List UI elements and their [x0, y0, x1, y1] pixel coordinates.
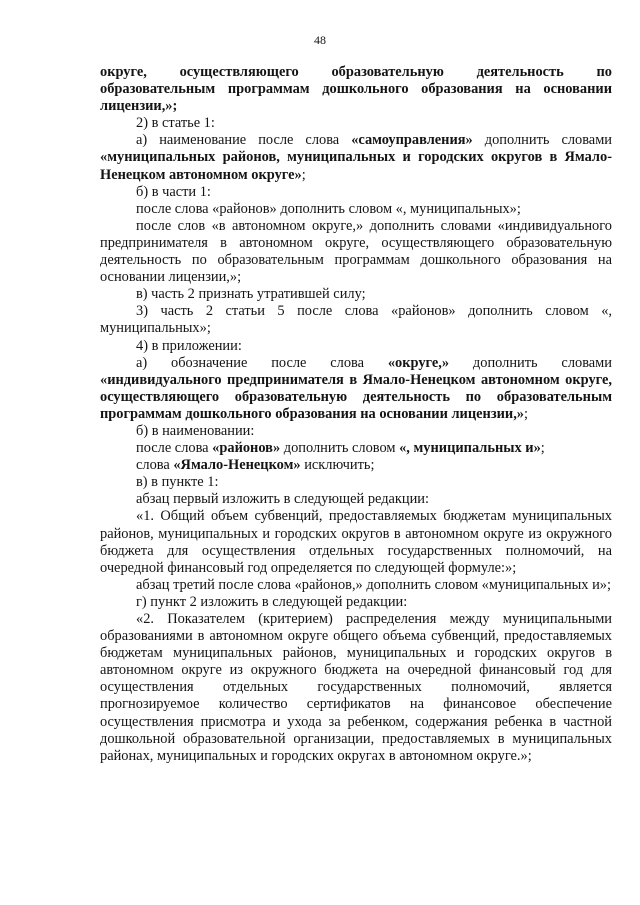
paragraph — [100, 184, 612, 201]
paragraph — [100, 457, 612, 474]
page-number: 48 — [314, 33, 326, 47]
bold-text: «индивидуального предпринимателя в Ямало-Ненецком автономном округе, осуществляющего образовательную деятельность по образовательным программам дошкольного образования на основании лицензии,» — [100, 371, 612, 422]
text-run: после слова — [136, 440, 213, 457]
bold-text: «, муниципальных и» — [399, 440, 541, 457]
text-run: дополнить словами — [472, 132, 613, 149]
text-run: ; — [523, 405, 528, 422]
document-body — [100, 64, 612, 765]
text-run: «2. Показателем (критерием) распределения между муниципальными образованиями в автономном округе общего объема субвенций, предоставляемых бюджетам муниципальных районов, муниципальных и городских округов в автономном округе из окружного бюджета на очередной финансовый год для осуществления отдельных государственных полномочий, является прогнозируемое количество сертификатов на финансовое обеспечение осуществления присмотра и ухода за ребенком, содержания ребенка в частной дошкольной образовательной организации, предоставляемых в муниципальных районах, муниципальных и городских округах в автономном округе.»; — [100, 611, 612, 764]
text-run: 3) часть 2 статьи 5 после слова «районов» дополнить словом «, муниципальных»; — [100, 303, 612, 337]
text-run: 2) в статье 1: — [136, 115, 215, 132]
bold-text: «Ямало-Ненецком» — [173, 457, 301, 474]
paragraph — [100, 201, 612, 218]
text-run: а) наименование после слова — [136, 132, 352, 149]
paragraph — [100, 64, 612, 115]
paragraph — [100, 440, 612, 457]
paragraph — [100, 474, 612, 491]
text-run: ; — [301, 166, 306, 183]
paragraph — [100, 611, 612, 765]
text-run: дополнить словом — [280, 440, 400, 457]
text-run: в) в пункте 1: — [136, 474, 219, 491]
paragraph — [100, 303, 612, 337]
paragraph — [100, 338, 612, 355]
text-run: б) в наименовании: — [136, 422, 255, 439]
paragraph — [100, 508, 612, 576]
bold-text: «округе,» — [387, 354, 450, 371]
text-run: исключить; — [300, 457, 375, 474]
paragraph — [100, 115, 612, 132]
text-run: ; — [540, 440, 545, 457]
paragraph — [100, 286, 612, 303]
text-run: слова — [136, 457, 174, 474]
text-run: абзац третий после слова «районов,» дополнить словом «муниципальных и»; — [136, 576, 611, 593]
bold-text: «районов» — [212, 440, 281, 457]
paragraph — [100, 594, 612, 611]
text-run: а) обозначение после слова — [136, 354, 388, 371]
paragraph — [100, 218, 612, 286]
text-run: б) в части 1: — [136, 183, 211, 200]
text-run: после слова «районов» дополнить словом «, муниципальных»; — [136, 200, 521, 217]
text-run: «1. Общий объем субвенций, предоставляемых бюджетам муниципальных районов, муниципальных и городских округов в автономном округе из окружного бюджета для осуществления отдельных государственных полномочий, на очередной финансовый год определяется по следующей формуле:»; — [100, 508, 612, 576]
bold-text: «самоуправления» — [351, 132, 473, 149]
paragraph — [100, 423, 612, 440]
paragraph — [100, 355, 612, 423]
text-run: в) часть 2 признать утратившей силу; — [136, 286, 366, 303]
text-run: г) пункт 2 изложить в следующей редакции: — [136, 593, 408, 610]
paragraph — [100, 132, 612, 183]
paragraph — [100, 491, 612, 508]
text-run: дополнить словами — [449, 354, 612, 371]
bold-text: округе, осуществляющего образовательную деятельность по образовательным программам дошкольного образования на основании лицензии,»; — [100, 64, 612, 115]
text-run: 4) в приложении: — [136, 337, 242, 354]
bold-text: «муниципальных районов, муниципальных и городских округов в Ямало-Ненецком автономном округе» — [100, 149, 612, 183]
text-run: после слов «в автономном округе,» дополнить словами «индивидуального предпринимателя в автономном округе, осуществляющего образовательную деятельность по образовательным программам дошкольного образования на основании лицензии,»; — [100, 217, 612, 286]
paragraph — [100, 577, 612, 594]
text-run: абзац первый изложить в следующей редакции: — [136, 491, 430, 508]
